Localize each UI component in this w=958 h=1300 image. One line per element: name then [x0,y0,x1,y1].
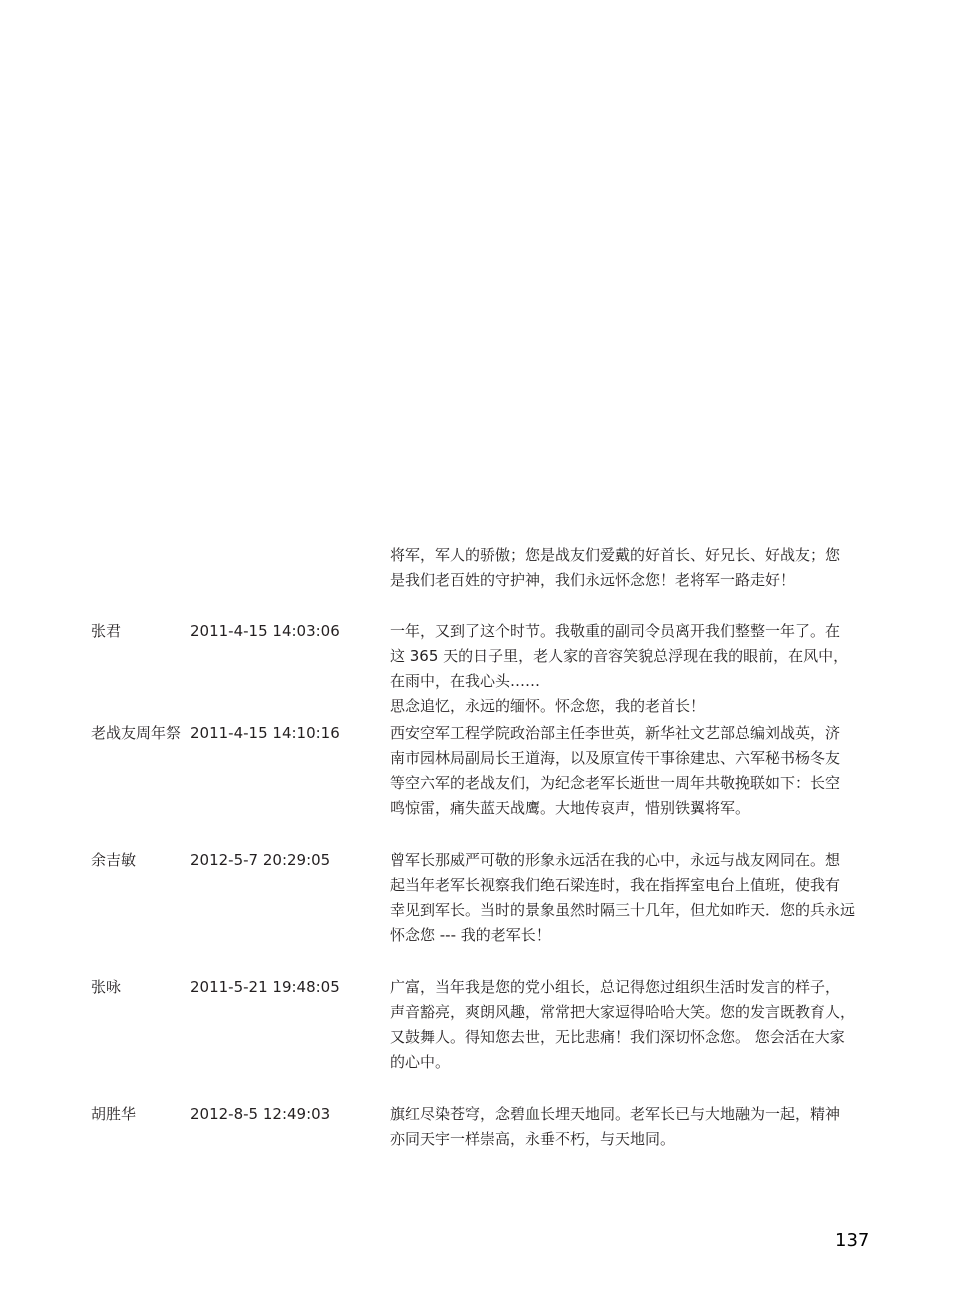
message-line: 一年，又到了这个时节。我敬重的副司令员离开我们整整一年了。在 [390,622,841,640]
message-line: 思念追忆，永远的缅怀。怀念您，我的老首长！ [390,697,706,715]
author-name: 张君 [91,622,122,640]
author-name: 老战友周年祭 [91,724,182,742]
message-text [390,1102,872,1152]
timestamp: 2011-4-15 14:10:16 [190,724,340,742]
message-line: 怀念您 --- 我的老军长！ [390,926,551,944]
message-line: 声音豁亮，爽朗风趣，常常把大家逗得哈哈大笑。您的发言既教育人， [390,1003,856,1021]
message-line: 又鼓舞人。得知您去世，无比悲痛！我们深切怀念您。 您会活在大家 [390,1028,845,1046]
message-line: 在雨中，在我心头…… [390,672,541,690]
timestamp: 2012-5-7 20:29:05 [190,851,331,869]
message-line: 是我们老百姓的守护神，我们永远怀念您！老将军一路走好！ [390,571,796,589]
message-text [390,975,872,1075]
timestamp: 2011-5-21 19:48:05 [190,978,340,996]
message-line: 鸣惊雷，痛失蓝天战鹰。大地传哀声，惜别铁翼将军。 [390,799,751,817]
message-line: 等空六军的老战友们，为纪念老军长逝世一周年共敬挽联如下：长空 [390,774,841,792]
timestamp: 2011-4-15 14:03:06 [190,622,340,640]
message-line: 南市园林局副局长王道海，以及原宣传干事徐建忠、六军秘书杨冬友 [390,749,841,767]
message-line: 西安空军工程学院政治部主任李世英，新华社文艺部总编刘战英，济 [390,724,841,742]
timestamp: 2012-8-5 12:49:03 [190,1105,331,1123]
author-name: 张咏 [91,978,122,996]
message-line: 将军，军人的骄傲；您是战友们爱戴的好首长、好兄长、好战友；您 [390,546,841,564]
message-text [390,543,872,593]
message-text [390,721,872,821]
message-line: 亦同天宇一样崇高，永垂不朽，与天地同。 [390,1130,676,1148]
message-text [390,848,872,948]
message-text [390,619,872,719]
message-line: 的心中。 [390,1053,451,1071]
message-line: 这 365 天的日子里，老人家的音容笑貌总浮现在我的眼前，在风中， [390,647,849,665]
message-line: 幸见到军长。当时的景象虽然时隔三十几年，但尤如昨天．您的兵永远 [390,901,856,919]
message-line: 起当年老军长视察我们绝石梁连时，我在指挥室电台上值班，使我有 [390,876,841,894]
message-line: 旗红尽染苍穹，念碧血长埋天地同。老军长已与大地融为一起，精神 [390,1105,841,1123]
author-name: 余吉敏 [91,851,137,869]
message-line: 曾军长那威严可敬的形象永远活在我的心中，永远与战友网同在。想 [390,851,841,869]
page-number: 137 [835,1230,870,1251]
message-line: 广富，当年我是您的党小组长，总记得您过组织生活时发言的样子， [390,978,841,996]
author-name: 胡胜华 [91,1105,137,1123]
